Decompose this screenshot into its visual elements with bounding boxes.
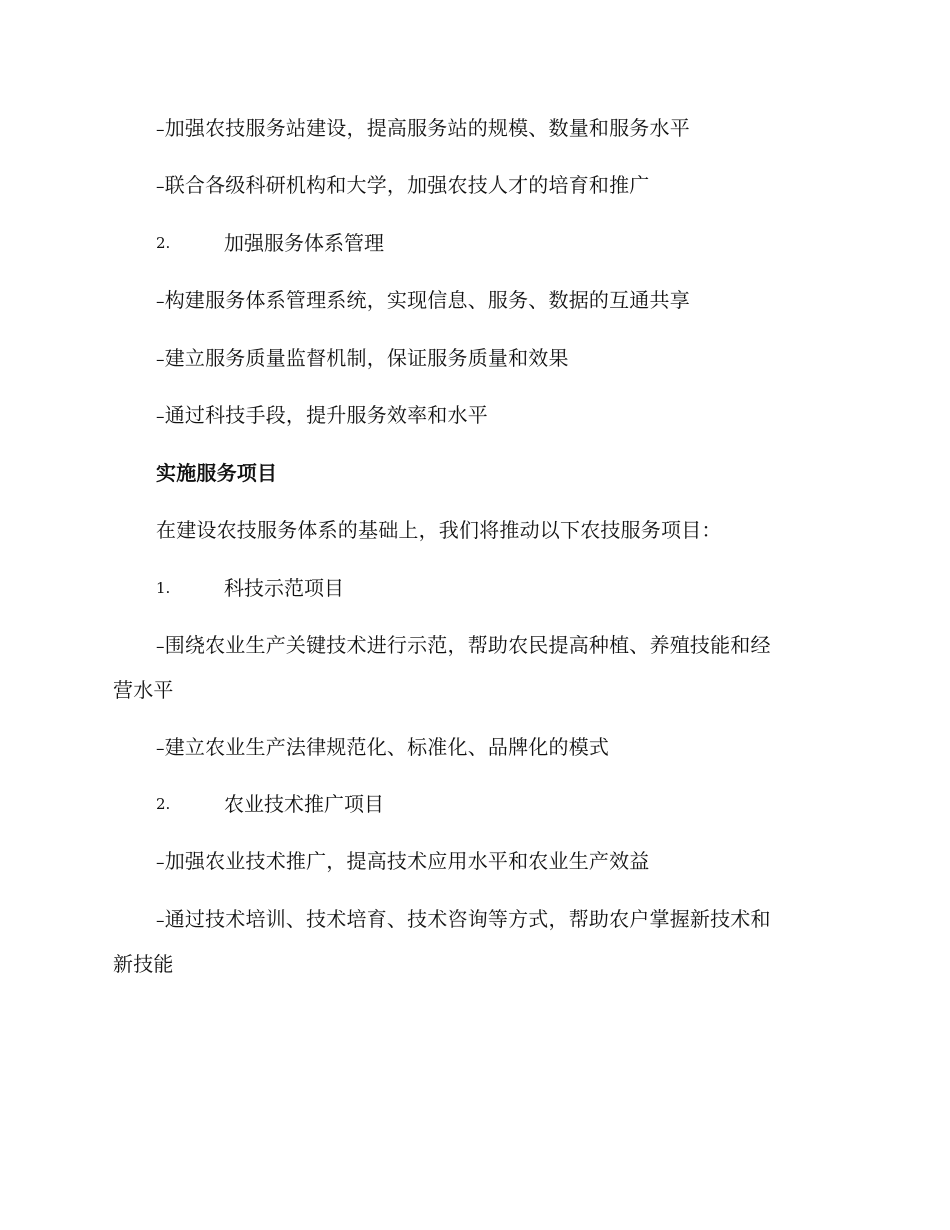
bullet-marker: – [156, 911, 165, 931]
bullet-marker: – [156, 177, 165, 197]
bullet-line [156, 114, 690, 144]
item-title: 科技示范项目 [224, 576, 344, 600]
bullet-line [156, 631, 771, 661]
item-title: 农业技术推广项目 [224, 792, 384, 816]
bullet-marker: – [156, 292, 165, 312]
item-number: 1. [156, 579, 171, 597]
section-heading: 实施服务项目 [156, 461, 278, 485]
bullet-marker: – [156, 637, 165, 657]
bullet-line [156, 344, 569, 374]
bullet-continuation: 新技能 [113, 952, 174, 976]
bullet-text: 加强农技服务站建设，提高服务站的规模、数量和服务水平 [164, 116, 690, 140]
bullet-text: 通过科技手段，提升服务效率和水平 [164, 403, 488, 427]
bullet-text: 加强农业技术推广，提高技术应用水平和农业生产效益 [164, 849, 650, 873]
bullet-marker: – [156, 350, 165, 370]
bullet-marker: – [156, 739, 165, 759]
bullet-continuation: 营水平 [113, 678, 174, 702]
bullet-text: 围绕农业生产关键技术进行示范，帮助农民提高种植、养殖技能和经 [164, 633, 771, 657]
bullet-line [156, 401, 488, 431]
bullet-line [156, 286, 690, 316]
bullet-text: 建立服务质量监督机制，保证服务质量和效果 [164, 346, 569, 370]
item-number: 2. [156, 234, 171, 252]
item-title: 加强服务体系管理 [224, 231, 384, 255]
bullet-line [156, 847, 650, 877]
bullet-text: 通过技术培训、技术培育、技术咨询等方式，帮助农户掌握新技术和 [164, 907, 771, 931]
bullet-marker: – [156, 407, 165, 427]
bullet-line [156, 905, 771, 935]
bullet-line [156, 733, 609, 763]
bullet-text: 联合各级科研机构和大学，加强农技人才的培育和推广 [164, 173, 650, 197]
bullet-text: 建立农业生产法律规范化、标准化、品牌化的模式 [164, 735, 610, 759]
paragraph: 在建设农技服务体系的基础上，我们将推动以下农技服务项目： [156, 518, 722, 542]
bullet-marker: – [156, 120, 165, 140]
bullet-text: 构建服务体系管理系统，实现信息、服务、数据的互通共享 [164, 288, 690, 312]
item-number: 2. [156, 795, 171, 813]
bullet-marker: – [156, 853, 165, 873]
bullet-line [156, 171, 650, 201]
